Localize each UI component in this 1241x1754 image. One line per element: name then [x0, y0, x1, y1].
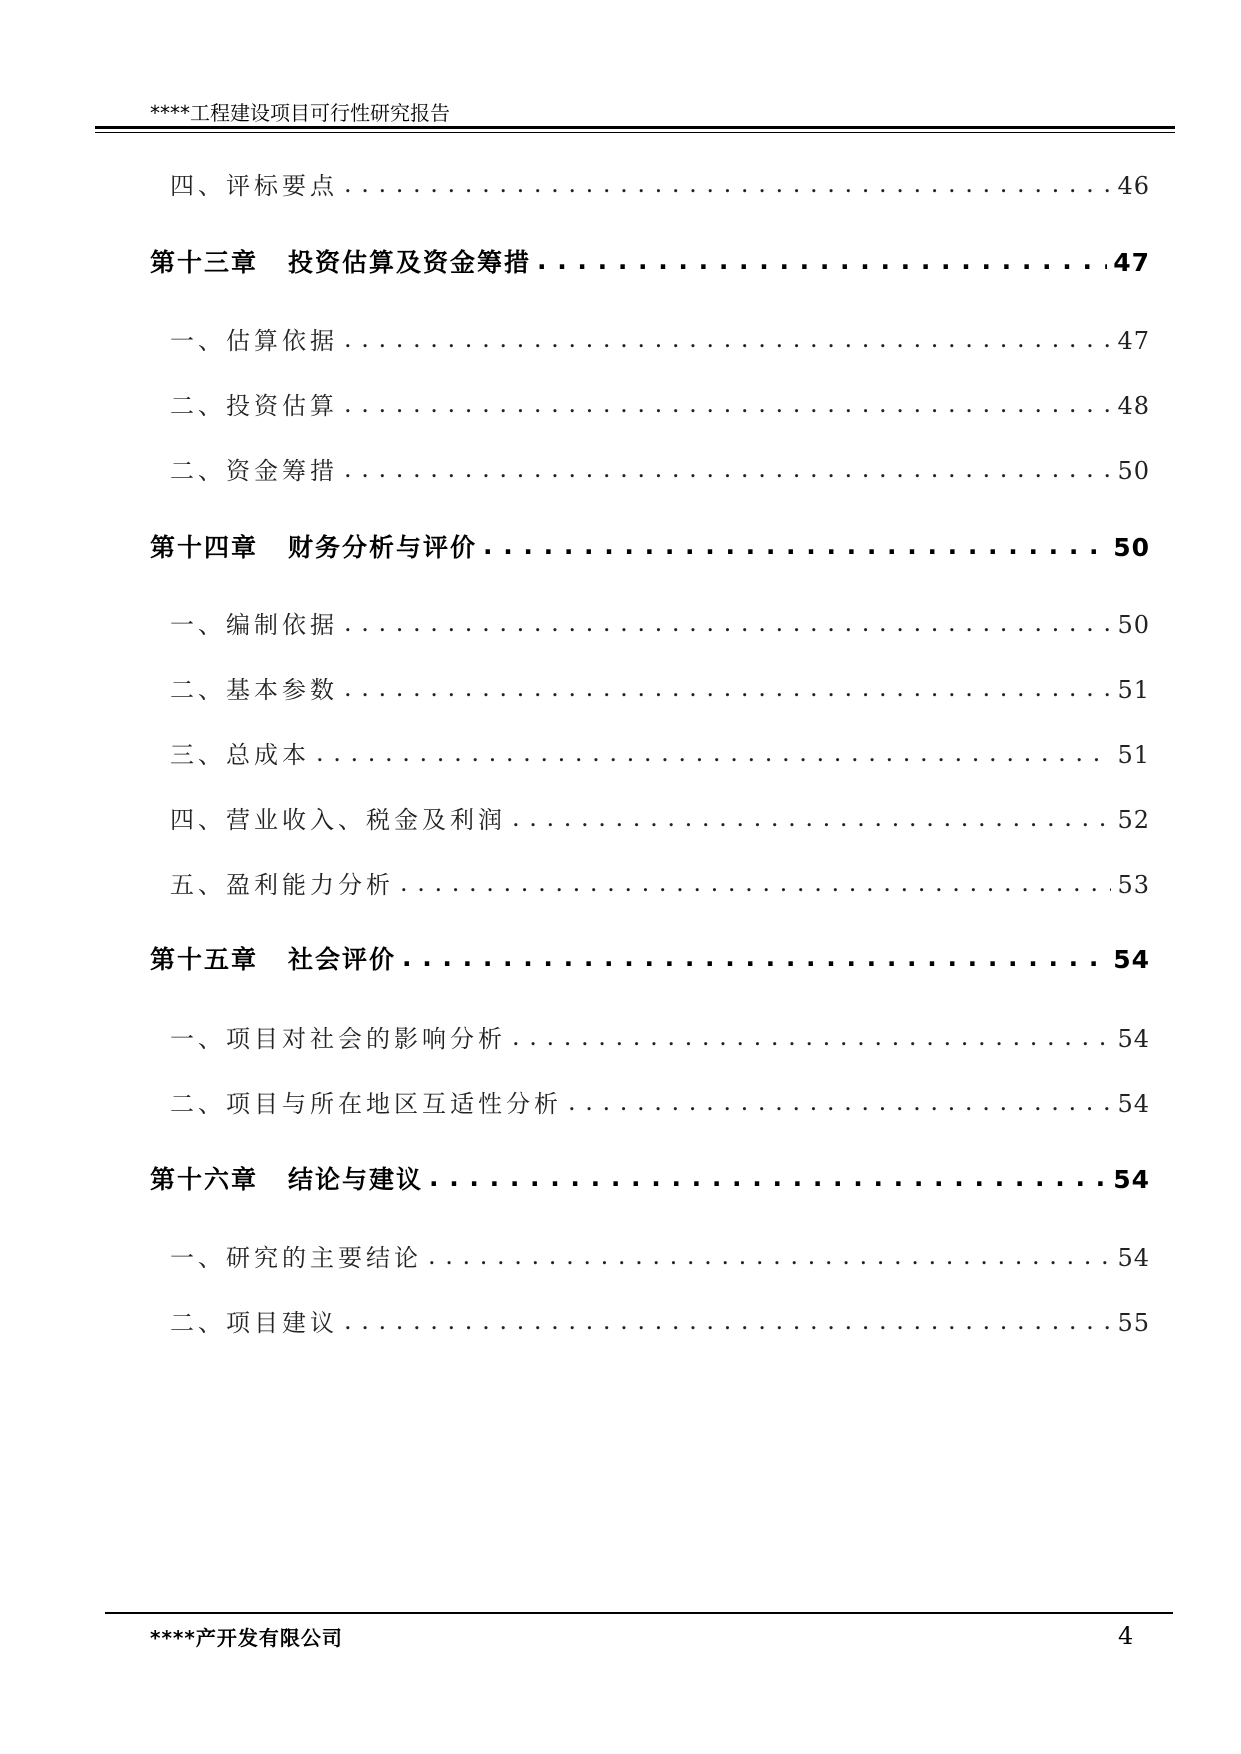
toc-label: 财务分析与评价 [288, 533, 478, 562]
toc-chapter-number: 第十六章 [150, 1165, 259, 1194]
toc-page-number: 46 [1117, 172, 1150, 200]
toc-page-number: 50 [1117, 457, 1150, 485]
toc-chapter-number: 第十五章 [150, 945, 259, 974]
toc-chapter[interactable] [150, 528, 1150, 564]
toc-label: 结论与建议 [288, 1165, 424, 1194]
toc-section[interactable] [150, 1303, 1150, 1338]
toc-leader-dots [512, 804, 1111, 832]
toc-page-number: 47 [1113, 248, 1150, 277]
toc-section[interactable] [150, 1019, 1150, 1054]
toc-page-number: 51 [1117, 676, 1150, 704]
toc-label: 二、基本参数 [170, 676, 338, 704]
toc-page-number: 50 [1117, 611, 1150, 639]
toc-page-number: 47 [1117, 327, 1150, 355]
toc-page-number: 54 [1113, 1165, 1150, 1194]
toc-page-number: 52 [1117, 806, 1150, 834]
toc-section[interactable] [150, 605, 1150, 640]
toc-chapter-number: 第十四章 [150, 533, 259, 562]
toc-chapter[interactable] [150, 940, 1150, 976]
toc-label: 一、项目对社会的影响分析 [170, 1025, 506, 1053]
toc-label: 一、估算依据 [170, 327, 338, 355]
toc-leader-dots [344, 390, 1111, 418]
toc-label: 投资估算及资金筹措 [288, 248, 532, 277]
toc-label: 社会评价 [288, 945, 397, 974]
toc-section[interactable] [150, 800, 1150, 835]
toc-page-number: 48 [1117, 392, 1150, 420]
page-header [95, 100, 1175, 140]
toc-leader-dots [344, 170, 1111, 198]
document-title: ****工程建设项目可行性研究报告 [150, 101, 450, 125]
toc-section[interactable] [150, 735, 1150, 770]
toc-label: 三、总成本 [170, 741, 310, 769]
toc-leader-dots [344, 455, 1111, 483]
toc-label: 二、资金筹措 [170, 457, 338, 485]
toc-leader-dots [568, 1088, 1111, 1116]
toc-leader-dots [400, 869, 1111, 897]
header-rule [95, 126, 1175, 129]
toc-leader-dots [344, 674, 1111, 702]
toc-chapter[interactable] [150, 243, 1150, 279]
toc-label: 四、营业收入、税金及利润 [170, 806, 506, 834]
toc-section[interactable] [150, 386, 1150, 421]
toc-label: 二、项目与所在地区互适性分析 [170, 1090, 562, 1118]
toc-section[interactable] [150, 670, 1150, 705]
toc-leader-dots [344, 609, 1111, 637]
toc-section[interactable] [150, 166, 1150, 201]
toc-chapter[interactable] [150, 1160, 1150, 1196]
toc-leader-dots [316, 739, 1111, 767]
toc-page-number: 54 [1117, 1025, 1150, 1053]
toc-label: 五、盈利能力分析 [170, 871, 394, 899]
toc-chapter-number: 第十三章 [150, 248, 259, 277]
toc-leader-dots [344, 325, 1111, 353]
toc-leader-dots [429, 1163, 1107, 1192]
toc-leader-dots [483, 531, 1107, 560]
toc-page-number: 54 [1117, 1090, 1150, 1118]
footer-page-number: 4 [1118, 1622, 1134, 1650]
toc-label: 一、编制依据 [170, 611, 338, 639]
toc-leader-dots [512, 1023, 1111, 1051]
toc-section[interactable] [150, 321, 1150, 356]
toc-leader-dots [402, 943, 1107, 972]
toc-label: 四、评标要点 [170, 172, 338, 200]
toc-page-number: 53 [1117, 871, 1150, 899]
toc-section[interactable] [150, 451, 1150, 486]
footer-rule [105, 1612, 1173, 1614]
toc-label: 二、投资估算 [170, 392, 338, 420]
toc-label: 一、研究的主要结论 [170, 1244, 422, 1272]
toc-page-number: 51 [1117, 741, 1150, 769]
toc-section[interactable] [150, 1084, 1150, 1119]
toc-label: 二、项目建议 [170, 1309, 338, 1337]
toc-section[interactable] [150, 865, 1150, 900]
toc-page-number: 50 [1113, 533, 1150, 562]
toc-leader-dots [428, 1242, 1111, 1270]
header-rule-thin [95, 132, 1175, 133]
toc-leader-dots [344, 1307, 1111, 1335]
toc-page-number: 55 [1117, 1309, 1150, 1337]
footer-company-name: ****产开发有限公司 [150, 1626, 343, 1650]
toc-section[interactable] [150, 1238, 1150, 1273]
toc-leader-dots [537, 246, 1107, 275]
toc-page-number: 54 [1113, 945, 1150, 974]
toc-page-number: 54 [1117, 1244, 1150, 1272]
